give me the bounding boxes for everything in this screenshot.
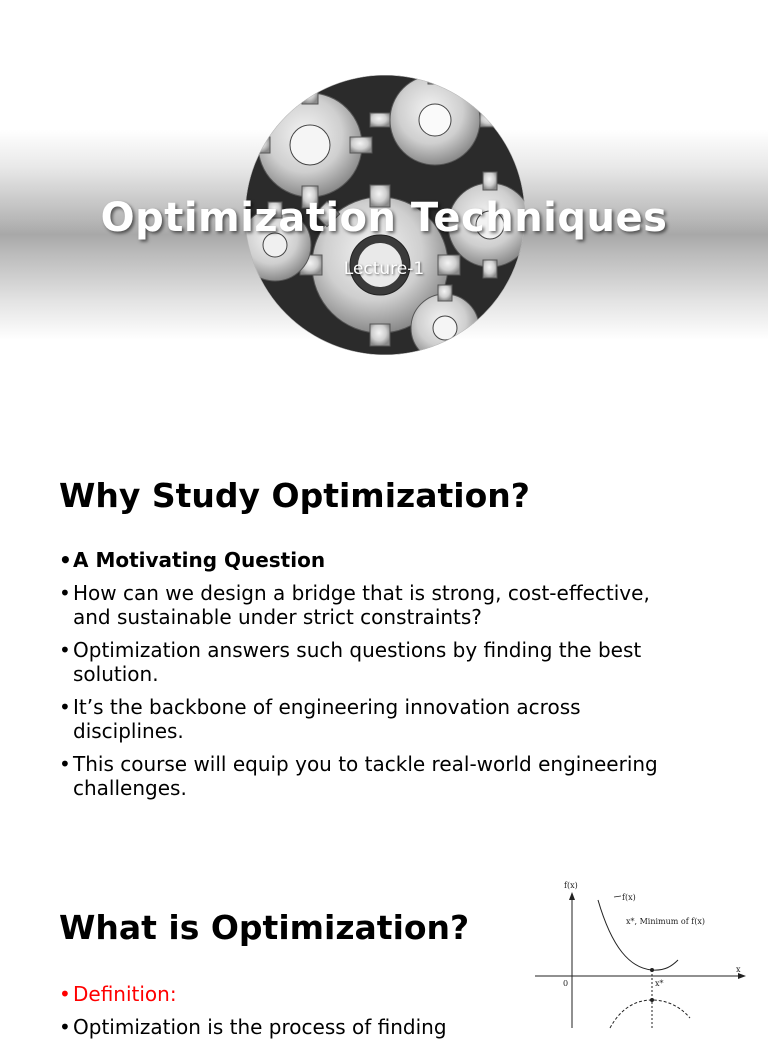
curve-label: f(x) bbox=[622, 893, 636, 902]
bullet-item: • This course will equip you to tackle real-world engineering challenges. bbox=[59, 752, 669, 800]
minimum-function-figure bbox=[530, 878, 750, 1028]
y-axis-label: f(x) bbox=[564, 881, 578, 890]
x-axis-label: x bbox=[736, 965, 741, 974]
bullet-list bbox=[59, 548, 669, 809]
xstar-label: x* bbox=[655, 979, 664, 988]
title-slide bbox=[0, 0, 768, 432]
bullet-item: • A Motivating Question bbox=[59, 548, 669, 572]
minimum-label: x*, Minimum of f(x) bbox=[626, 917, 705, 926]
what-is-slide bbox=[0, 864, 768, 1039]
origin-label: 0 bbox=[563, 979, 569, 988]
bullet-item: • Optimization answers such questions by finding the best solution. bbox=[59, 638, 669, 686]
bullet-item: • Definition: bbox=[59, 982, 669, 1006]
bullet-item: • Optimization is the process of finding bbox=[59, 1015, 669, 1039]
why-study-slide bbox=[0, 432, 768, 864]
slide-heading: What is Optimization? bbox=[59, 908, 470, 947]
bullet-item: • It’s the backbone of engineering innovation across disciplines. bbox=[59, 695, 669, 743]
slide-subtitle: Lecture-1 bbox=[343, 259, 425, 279]
slide-heading: Why Study Optimization? bbox=[59, 476, 530, 515]
slide-title: Optimization Techniques bbox=[100, 195, 668, 241]
bullet-item: • How can we design a bridge that is strong, cost-effective, and sustainable under strict constraints? bbox=[59, 581, 669, 629]
